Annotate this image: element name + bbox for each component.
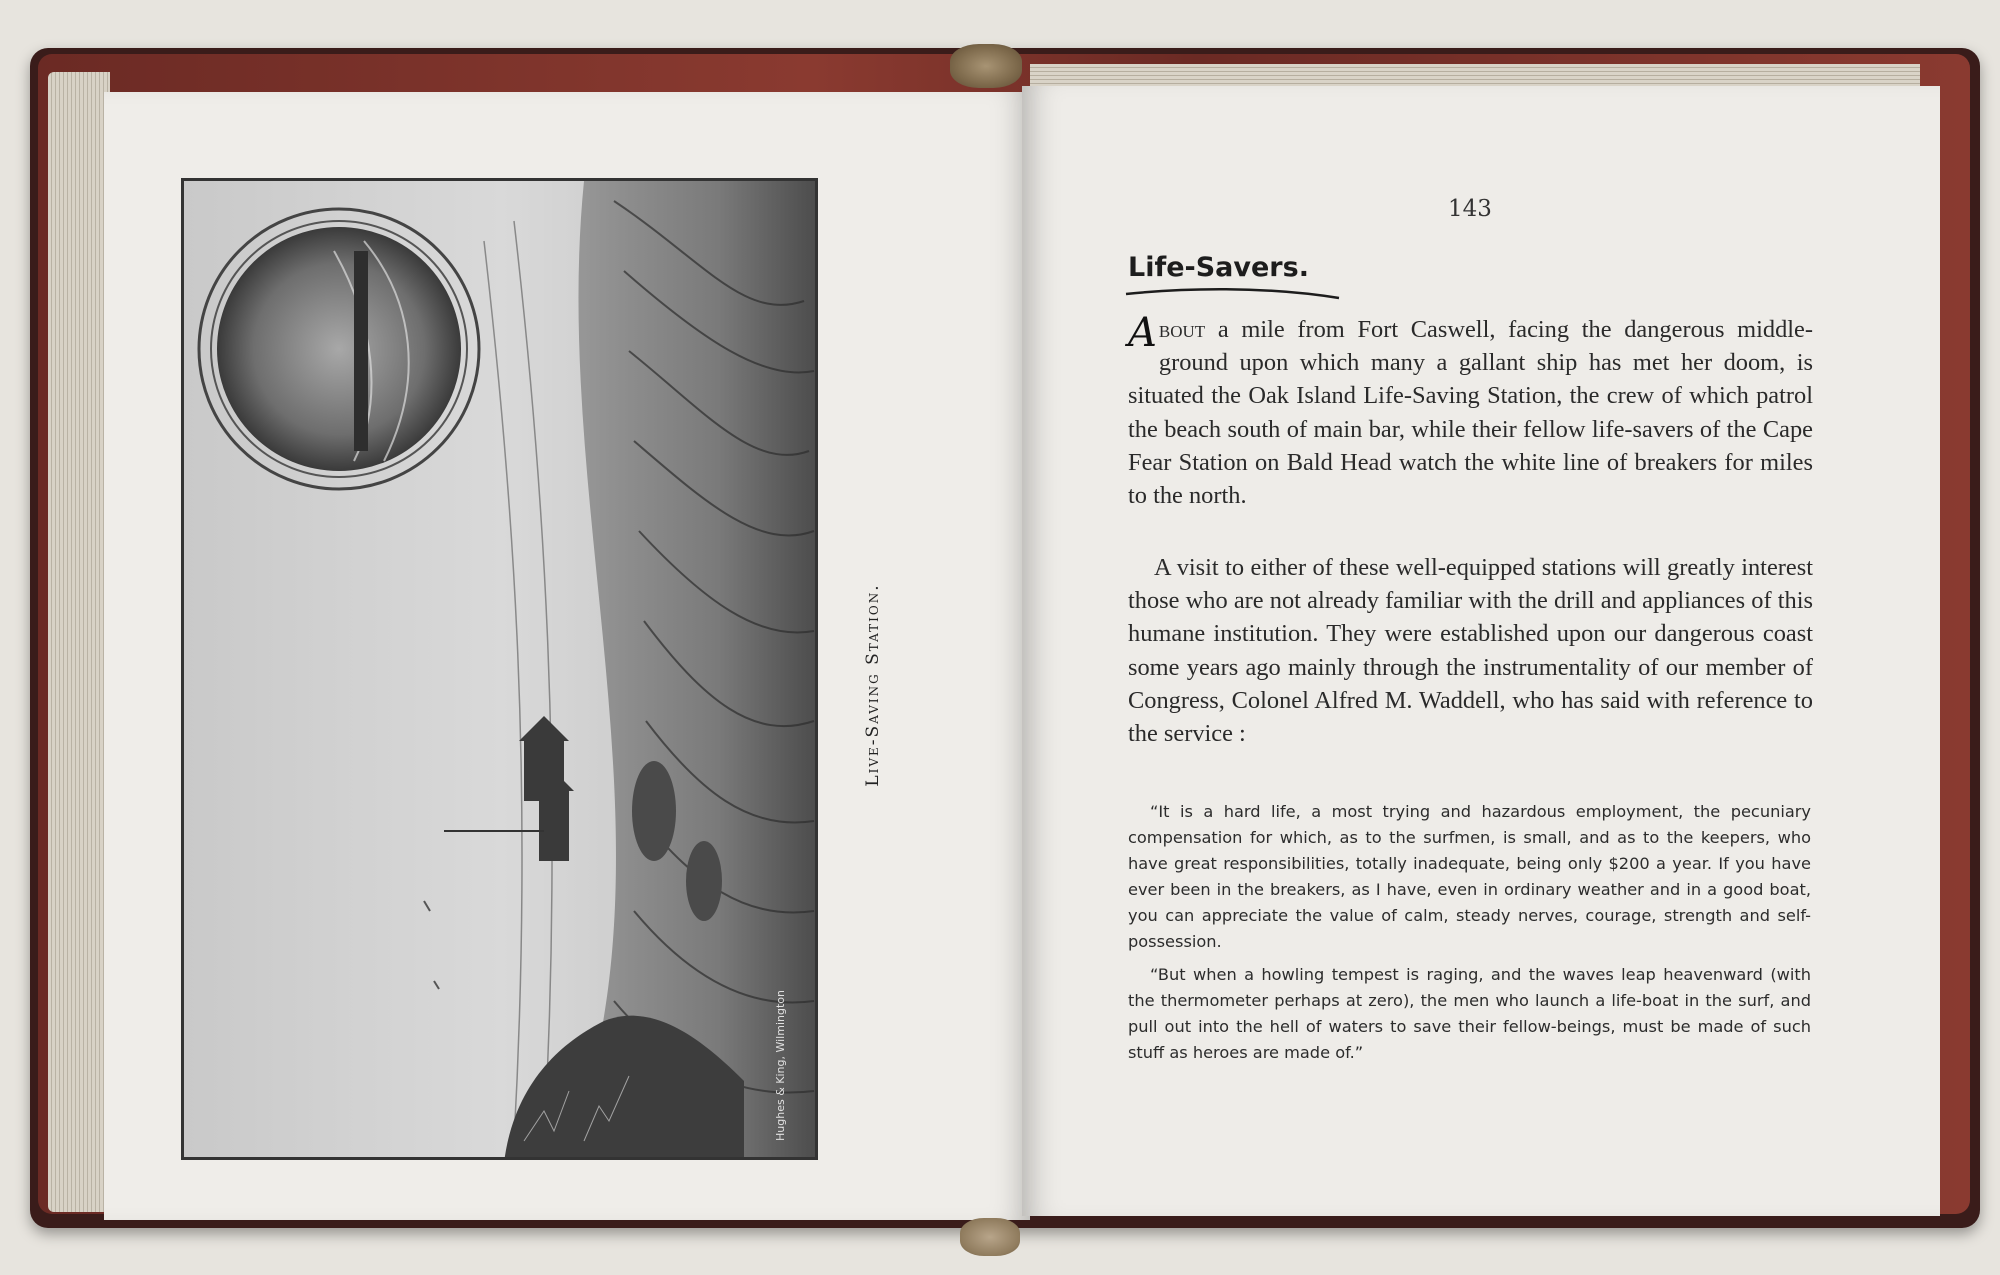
plate-caption [862,570,884,800]
quotation-1: “It is a hard life, a most trying and hazardous employment, the pecuniary compensation for which, as to the surfmen, is small, and as to the keepers, who have great responsibilities, totally inadequate, being only $200 a year. If you have ever been in the breakers, as I have, even in ordinary weather and in a good boat, you can appreciate the value of calm, steady nerves, courage, strength and self-possession. [1128,802,1811,951]
life-saving-station-illustration [184,181,818,1160]
heading-swash-ornament [1124,284,1344,304]
paragraph-2: A visit to either of these well-equipped stations will greatly interest those who are not already familiar with the drill and appliances of this humane institution. They were established upon our dangerous coast some years ago mainly through the instrumentality of our member of Congress, Colonel Alfred M. Waddell, who has said with reference to the service : [1128,554,1813,748]
page-number: 143 [1448,196,1492,222]
spine-binding-bottom [960,1218,1020,1256]
illustration-plate [181,178,818,1160]
spine-binding-top [950,44,1022,88]
page-stack-left [48,72,110,1212]
engraver-signature: Hughes & King, Wilmington [774,990,787,1141]
paragraph-1-text: a mile from Fort Caswell, facing the dangerous middle-ground upon which many a gallant ship has met her doom, is situated the Oak Island Life-Saving Station, the crew of which patrol the beach south of main bar, while their fellow life-savers of the Cape Fear Station on Bald Head watch the white line of breakers for miles to the north. [1128,316,1813,510]
paragraph-1 [1128,310,1813,512]
quotation-2: “But when a howling tempest is raging, and the waves leap heavenward (with the thermometer perhaps at zero), the men who launch a life-boat in the surf, and pull out into the hell of waters to save their fellow-beings, must be made of such stuff as heroes are made of.” [1128,965,1811,1062]
chapter-heading: Life-Savers. [1128,252,1309,283]
plate-caption-text: Live-Saving Station. [863,583,883,787]
drop-cap-initial: A [1128,310,1157,356]
paragraph-1-lead: bout [1158,316,1206,343]
